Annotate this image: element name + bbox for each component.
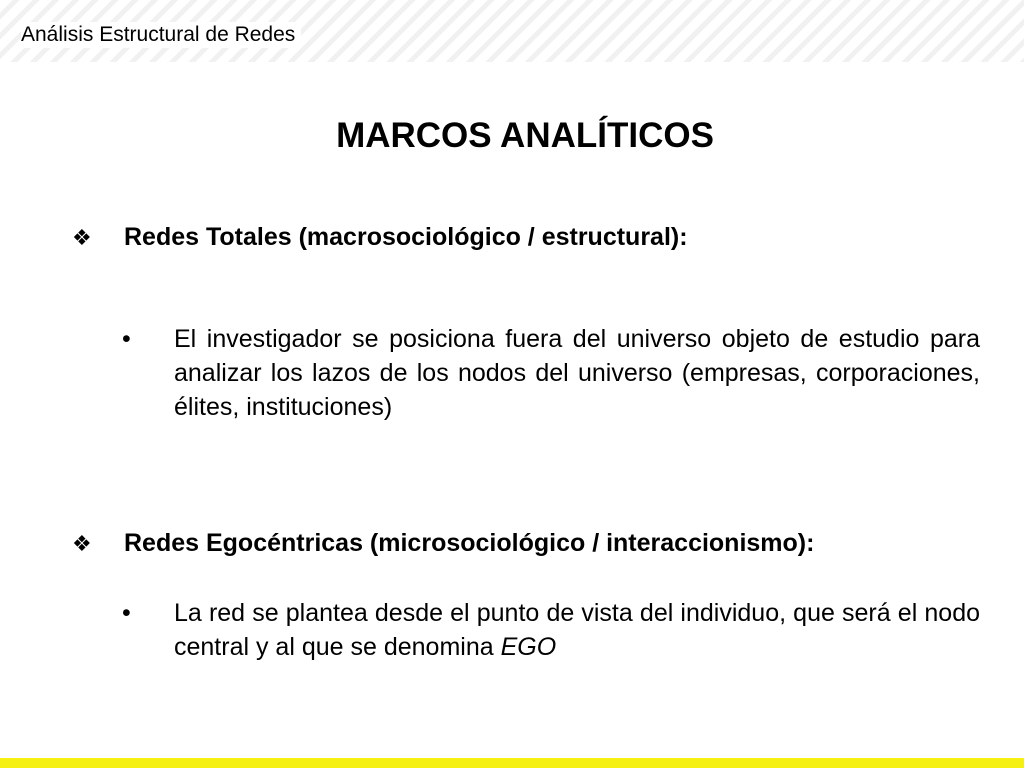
bullet-text — [174, 596, 980, 664]
bullet-item — [122, 596, 980, 664]
bullet-dot-icon: • — [122, 599, 131, 627]
bullet-dot-icon: • — [122, 325, 131, 353]
section-redes-totales — [72, 222, 972, 253]
bullet-item — [122, 322, 980, 424]
slide-title: MARCOS ANALÍTICOS — [336, 116, 714, 155]
section-heading: Redes Totales (macrosociológico / estructural): — [124, 223, 688, 251]
diamond-cluster-icon: ❖ — [72, 225, 92, 250]
ego-emphasis: EGO — [500, 633, 557, 661]
bullet-text-prefix: La red se plantea desde el punto de vista del individuo, que será el nodo central y al que se denomina — [174, 599, 980, 661]
section-heading: Redes Egocéntricas (microsociológico / interaccionismo): — [124, 529, 815, 557]
header-title: Análisis Estructural de Redes — [21, 22, 301, 48]
footer-yellow-bar — [0, 758, 1024, 768]
diamond-cluster-icon: ❖ — [72, 531, 92, 556]
bullet-text: El investigador se posiciona fuera del universo objeto de estudio para analizar los lazos de los nodos del universo (empresas, corporaciones, élites, instituciones) — [174, 325, 980, 421]
section-redes-egocentricas — [72, 528, 972, 559]
